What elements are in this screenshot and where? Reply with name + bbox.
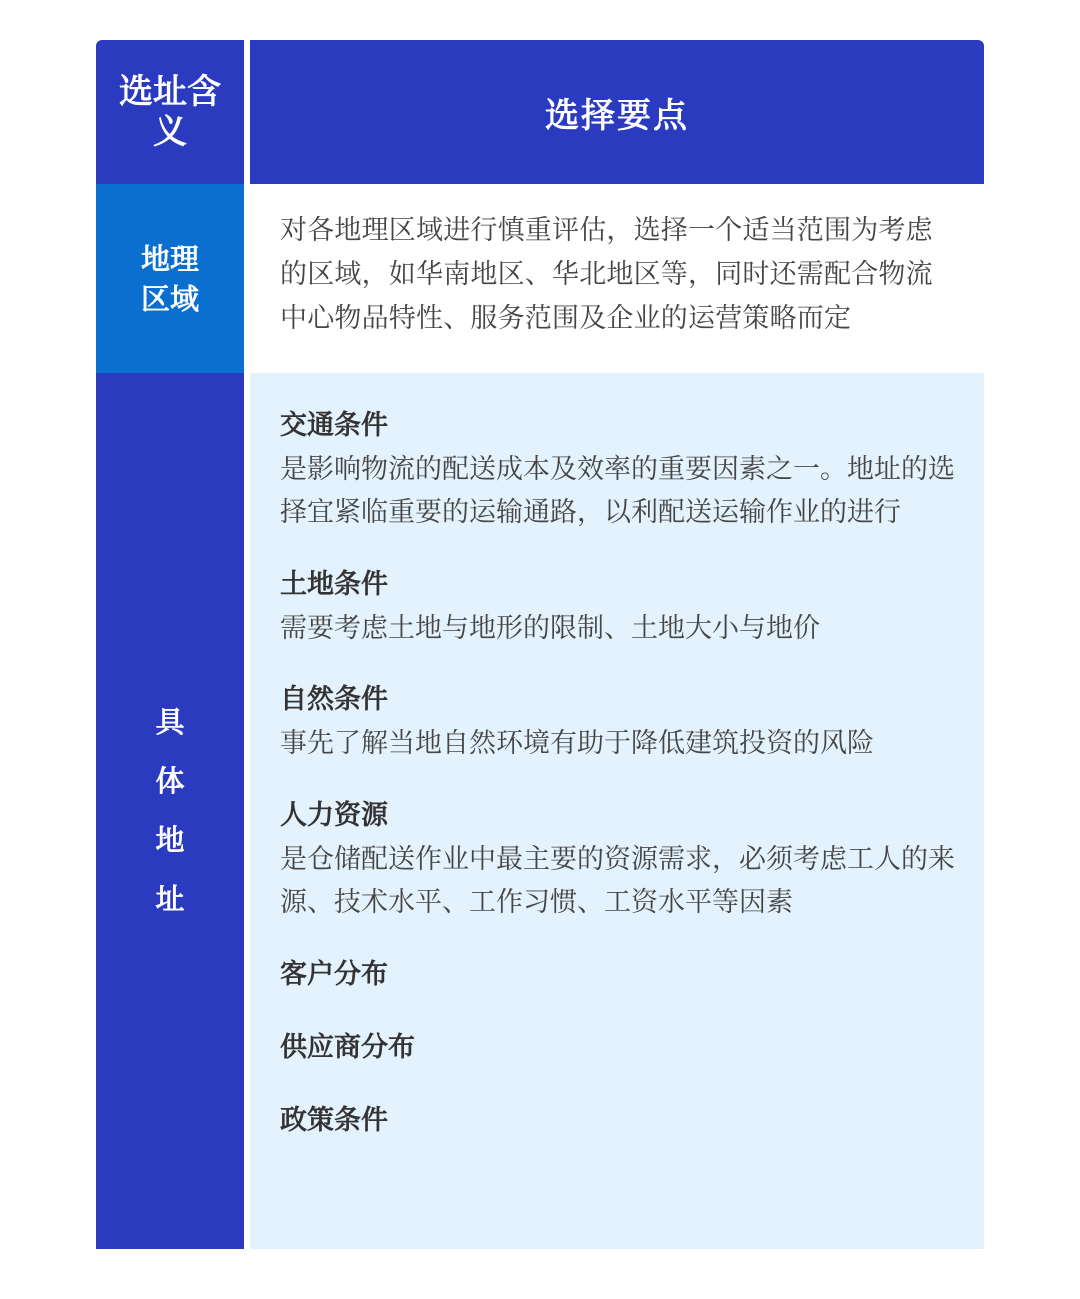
section-description: 需要考虑土地与地形的限制、土地大小与地价 (280, 613, 820, 644)
section-title: 自然条件 (280, 684, 388, 715)
header-right-title: 选择要点 (545, 95, 689, 136)
section-description: 事先了解当地自然环境有助于降低建筑投资的风险 (280, 728, 874, 759)
section-title: 政策条件 (280, 1105, 388, 1136)
section-policy (280, 1099, 958, 1143)
row-address-content (250, 373, 984, 1249)
site-selection-table (96, 40, 984, 1249)
section-land (280, 563, 958, 650)
section-human-resources (280, 794, 958, 924)
section-customer-distribution (280, 953, 958, 997)
row-geographic-label: 地理区域 (140, 241, 199, 316)
section-title: 交通条件 (280, 410, 388, 441)
section-description: 是影响物流的配送成本及效率的重要因素之一。地址的选择宜紧临重要的运输通路，以利配送运输作业的进行 (280, 454, 955, 528)
section-traffic (280, 404, 958, 534)
section-title: 土地条件 (280, 569, 388, 600)
header-left-cell (96, 40, 244, 184)
section-title: 客户分布 (280, 959, 388, 990)
row-address-label: 具体地址 (155, 705, 185, 916)
row-geographic-content (250, 184, 984, 373)
section-title: 供应商分布 (280, 1032, 415, 1063)
section-supplier-distribution (280, 1026, 958, 1070)
section-title: 人力资源 (280, 800, 388, 831)
geographic-description: 对各地理区域进行慎重评估，选择一个适当范围为考虑的区域，如华南地区、华北地区等，同时还需配合物流中心物品特性、服务范围及企业的运营策略而定 (280, 215, 933, 334)
section-nature (280, 678, 958, 765)
section-description: 是仓储配送作业中最主要的资源需求，必须考虑工人的来源、技术水平、工作习惯、工资水平等因素 (280, 844, 955, 918)
row-address-label-cell (96, 373, 244, 1249)
header-right-cell (250, 40, 984, 184)
row-geographic-label-cell (96, 184, 244, 373)
header-left-title: 选址含义 (119, 72, 221, 152)
